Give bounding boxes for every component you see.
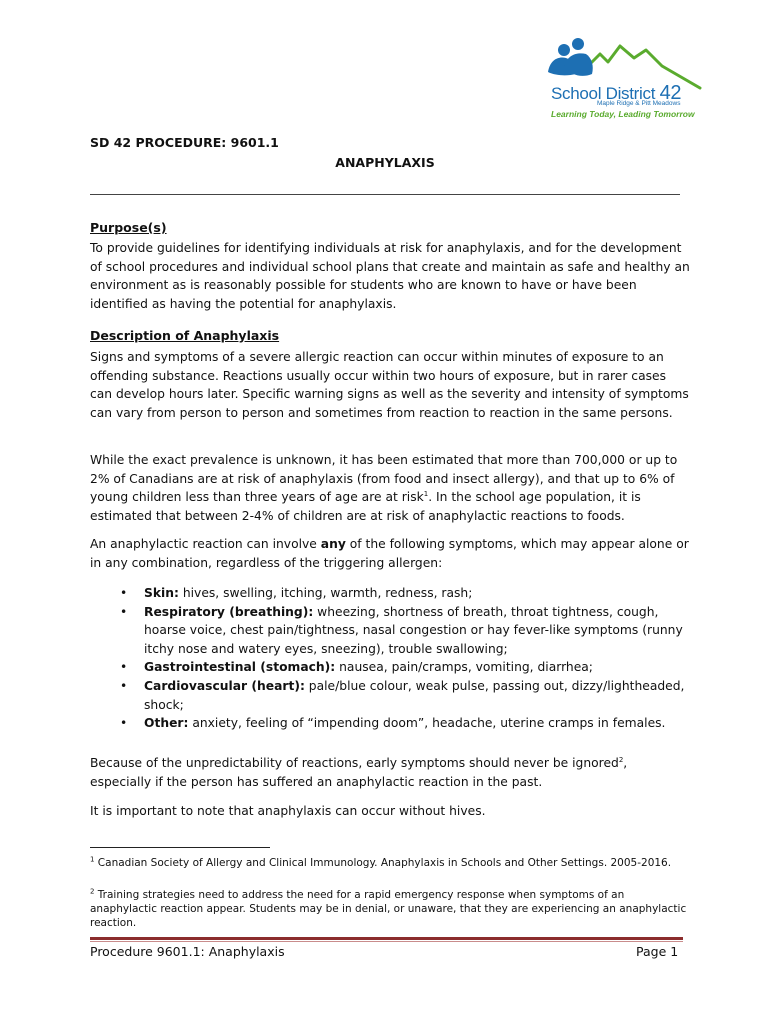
- footer-procedure-name: Procedure 9601.1: Anaphylaxis: [90, 944, 285, 959]
- description-heading: Description of Anaphylaxis: [90, 328, 280, 343]
- page-number: Page 1: [636, 944, 679, 959]
- description-paragraph: Signs and symptoms of a severe allergic reaction can occur within minutes of exposure to an offending substance. Reactions usually occur within two hours of exposure, but in rarer cases can develop hours later. Specific warning signs as well as the severity and intensity of symptoms can vary from person to person and sometimes from reaction to reaction in the same persons.: [90, 350, 689, 420]
- symptom-item-other: • Other: anxiety, feeling of “impending doom”, headache, uterine cramps in females.: [120, 716, 666, 731]
- procedure-id: SD 42 PROCEDURE: 9601.1: [90, 135, 279, 150]
- footnote-1: $^1$ Canadian Society of Allergy and Clinical Immunology. Anaphylaxis in Schools and Other Settings. 2005-2016.: [90, 855, 672, 869]
- symptom-item-gastrointestinal: • Gastrointestinal (stomach): nausea, pain/cramps, vomiting, diarrhea;: [120, 660, 593, 675]
- footer-rule: [90, 937, 683, 940]
- unpredictability-paragraph: Because of the unpredictability of reactions, early symptoms should never be ignored$^2$, especially if the person has suffered an anaphylactic reaction in the past.: [90, 755, 628, 789]
- logo-tagline: Learning Today, Leading Tomorrow: [551, 109, 695, 119]
- footnote-2: $^2$ Training strategies need to address the need for a rapid emergency response when symptoms of an anaphylactic reaction appear. Students may be in denial, or unaware, that they are experiencing an anaphylactic reaction.: [90, 887, 687, 929]
- symptoms-intro: An anaphylactic reaction can involve any of the following symptoms, which may appear alone or in any combination, regardless of the triggering allergen:: [90, 537, 689, 570]
- header-divider: [90, 194, 680, 195]
- footer-rule-thin: [90, 941, 683, 942]
- symptom-item-respiratory: • Respiratory (breathing): wheezing, shortness of breath, throat tightness, cough, hoarse voice, chest pain/tightness, nasal congestion or hay fever-like symptoms (runny itchy nose and watery eyes, sneezing), trouble swallowing;: [120, 604, 683, 656]
- symptom-item-cardiovascular: • Cardiovascular (heart): pale/blue colour, weak pulse, passing out, dizzy/lightheaded, shock;: [120, 678, 685, 712]
- footnote-ref-1: 1: [423, 490, 429, 499]
- footnote-rule: [90, 847, 270, 848]
- logo-title: School District 42: [551, 82, 682, 104]
- symptom-item-skin: • Skin: hives, swelling, itching, warmth, redness, rash;: [120, 586, 473, 600]
- symptom-list: [90, 584, 690, 733]
- hives-note: It is important to note that anaphylaxis can occur without hives.: [90, 804, 486, 818]
- purpose-paragraph: To provide guidelines for identifying individuals at risk for anaphylaxis, and for the development of school procedures and individual school plans that create and maintain as safe and healthy an environment as is reasonably possible for students who are known to have or have been identified as having the potential for anaphylaxis.: [90, 241, 690, 311]
- logo-subtitle: Maple Ridge & Pitt Meadows: [597, 100, 681, 107]
- prevalence-paragraph: While the exact prevalence is unknown, it has been estimated that more than 700,000 or up to 2% of Canadians are at risk of anaphylaxis (from food and insect allergy), and that up to 6% of young children less than three years of age are at risk$^1$. In the school age population, it is estimated that between 2-4% of children are at risk of anaphylactic reactions to foods.: [90, 453, 678, 523]
- document-title: ANAPHYLAXIS: [335, 155, 435, 170]
- footnote-ref-2: 2: [618, 755, 624, 764]
- purpose-heading: Purpose(s): [90, 220, 167, 235]
